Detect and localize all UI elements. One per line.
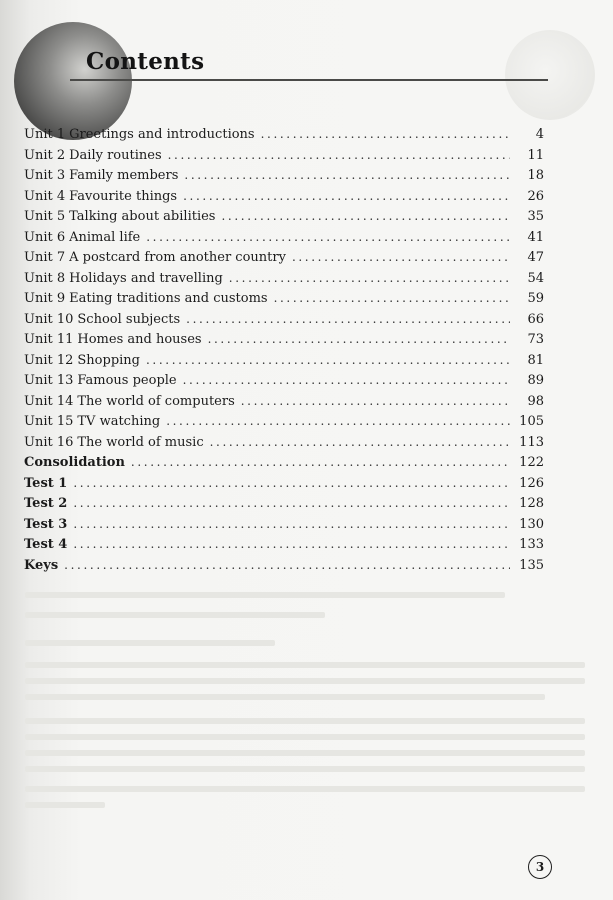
toc-entry-title: Eating traditions and customs	[69, 291, 268, 306]
toc-entry-title: Family members	[69, 168, 179, 183]
show-through-line	[25, 678, 585, 684]
toc-page-number: 98	[527, 393, 544, 409]
toc-entry-test-3[interactable]	[24, 514, 544, 535]
toc-entry[interactable]	[24, 227, 544, 248]
toc-unit-number: Unit 15	[24, 414, 74, 429]
show-through-line	[25, 786, 585, 792]
dot-leader	[183, 370, 510, 391]
toc-page-number: 18	[527, 168, 544, 183]
toc-entry-title: TV watching	[77, 414, 161, 429]
toc-page-number: 66	[527, 311, 544, 327]
toc-entry-title: Consolidation	[24, 455, 125, 470]
dot-leader	[131, 452, 510, 473]
show-through-line	[25, 612, 325, 618]
toc-entry-title: Famous people	[77, 373, 177, 388]
toc-page-number: 47	[527, 250, 544, 265]
toc-unit-number: Unit 14	[24, 393, 74, 409]
show-through-line	[25, 662, 585, 668]
toc-entry-test-2[interactable]	[24, 493, 544, 514]
toc-entry-title: Animal life	[69, 229, 141, 245]
toc-entry[interactable]	[24, 124, 544, 145]
toc-entry-title: Homes and houses	[77, 332, 202, 347]
toc-page-number: 26	[527, 188, 544, 204]
toc-unit-number: Unit 2	[24, 147, 66, 163]
toc-entry-title: School subjects	[77, 311, 181, 327]
toc-page-number: 89	[527, 373, 544, 388]
header-circle-ornament	[14, 22, 132, 140]
toc-unit-number: Unit 9	[24, 291, 66, 306]
toc-page-number: 128	[519, 496, 544, 511]
table-of-contents	[24, 124, 544, 575]
toc-page-number: 11	[527, 147, 544, 163]
toc-page-number: 126	[519, 475, 544, 491]
show-through-line	[25, 734, 585, 740]
toc-entry-title: Test 1	[24, 475, 68, 491]
toc-entry[interactable]	[24, 350, 544, 371]
dot-leader	[210, 432, 510, 453]
show-through-line	[25, 718, 585, 724]
toc-page-number: 54	[527, 270, 544, 286]
toc-entry-test-4[interactable]	[24, 534, 544, 555]
toc-unit-number: Unit 5	[24, 209, 66, 224]
toc-unit-number: Unit 4	[24, 188, 66, 204]
toc-entry[interactable]	[24, 165, 544, 186]
dot-leader	[73, 473, 510, 494]
toc-entry[interactable]	[24, 186, 544, 207]
toc-entry-title: Test 2	[24, 496, 68, 511]
dot-leader	[146, 227, 510, 248]
dot-leader	[146, 350, 510, 371]
show-through-line	[25, 694, 545, 700]
toc-unit-number: Unit 13	[24, 373, 74, 388]
toc-entry[interactable]	[24, 411, 544, 432]
toc-entry[interactable]	[24, 329, 544, 350]
toc-page-number: 133	[519, 537, 544, 552]
toc-entry-title: Holidays and travelling	[69, 270, 223, 286]
toc-entry-title: Test 3	[24, 516, 68, 532]
dot-leader	[229, 268, 510, 289]
toc-entry-keys[interactable]	[24, 555, 544, 576]
toc-entry-title: A postcard from another country	[69, 250, 286, 265]
page-title: Contents	[86, 48, 205, 75]
toc-page-number: 135	[519, 557, 544, 573]
toc-unit-number: Unit 6	[24, 229, 66, 245]
toc-page-number: 4	[535, 127, 544, 142]
toc-page-number: 130	[519, 516, 544, 532]
toc-entry[interactable]	[24, 391, 544, 412]
toc-entry-title: Daily routines	[69, 147, 162, 163]
toc-entry-title: Keys	[24, 557, 59, 573]
dot-leader	[73, 534, 510, 555]
toc-page-number: 41	[527, 229, 544, 245]
dot-leader	[241, 391, 510, 412]
dot-leader	[261, 124, 510, 145]
toc-unit-number: Unit 11	[24, 332, 74, 347]
toc-entry[interactable]	[24, 247, 544, 268]
dot-leader	[64, 555, 510, 576]
toc-entry[interactable]	[24, 206, 544, 227]
toc-entry-title: The world of music	[77, 434, 204, 450]
show-through-line	[25, 766, 585, 772]
dot-leader	[221, 206, 510, 227]
dot-leader	[73, 493, 510, 514]
toc-unit-number: Unit 1	[24, 127, 66, 142]
toc-page-number: 122	[519, 455, 544, 470]
show-through-line	[25, 802, 105, 808]
dot-leader	[274, 288, 510, 309]
toc-entry[interactable]	[24, 432, 544, 453]
show-through-line	[25, 592, 505, 598]
toc-unit-number: Unit 8	[24, 270, 66, 286]
dot-leader	[73, 514, 510, 535]
dot-leader	[292, 247, 510, 268]
toc-entry-test-1[interactable]	[24, 473, 544, 494]
page-number: 3	[535, 860, 545, 874]
toc-page-number: 59	[527, 291, 544, 306]
toc-entry[interactable]	[24, 370, 544, 391]
toc-page-number: 73	[527, 332, 544, 347]
toc-entry-title: Greetings and introductions	[69, 127, 255, 142]
dot-leader	[183, 186, 510, 207]
page-number-badge	[528, 855, 552, 879]
toc-entry[interactable]	[24, 288, 544, 309]
toc-unit-number: Unit 7	[24, 250, 66, 265]
toc-page-number: 81	[527, 352, 544, 368]
toc-entry[interactable]	[24, 268, 544, 289]
toc-entry-consolidation[interactable]	[24, 452, 544, 473]
show-through-circle	[505, 30, 595, 120]
dot-leader	[166, 411, 510, 432]
toc-page-number: 113	[519, 434, 544, 450]
toc-entry-title: The world of computers	[77, 393, 235, 409]
header-rule	[70, 79, 548, 81]
toc-entry[interactable]	[24, 145, 544, 166]
dot-leader	[186, 309, 510, 330]
toc-unit-number: Unit 3	[24, 168, 66, 183]
show-through-line	[25, 750, 585, 756]
toc-unit-number: Unit 10	[24, 311, 74, 327]
dot-leader	[208, 329, 510, 350]
toc-entry-title: Talking about abilities	[69, 209, 216, 224]
dot-leader	[184, 165, 510, 186]
toc-unit-number: Unit 16	[24, 434, 74, 450]
toc-entry-title: Test 4	[24, 537, 68, 552]
toc-page-number: 35	[527, 209, 544, 224]
dot-leader	[168, 145, 510, 166]
show-through-line	[25, 640, 275, 646]
toc-entry-title: Shopping	[77, 352, 140, 368]
toc-entry[interactable]	[24, 309, 544, 330]
toc-entry-title: Favourite things	[69, 188, 178, 204]
toc-unit-number: Unit 12	[24, 352, 74, 368]
toc-page-number: 105	[519, 414, 544, 429]
